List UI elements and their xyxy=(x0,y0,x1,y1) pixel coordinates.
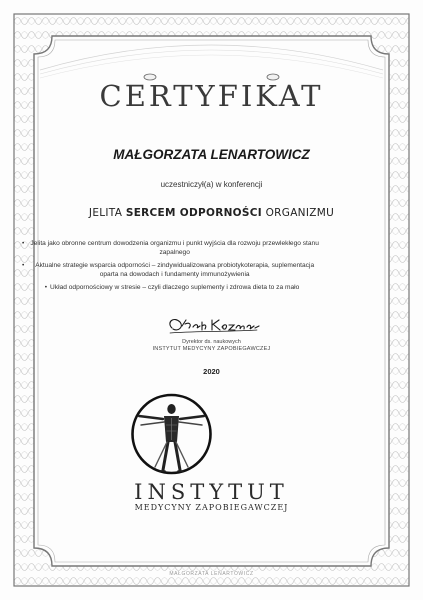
signer-title: Dyrektor ds. naukowych xyxy=(182,339,241,345)
bullet-dot-icon: • xyxy=(44,284,48,291)
institute-subtitle: MEDYCYNY ZAPOBIEGAWCZEJ xyxy=(134,503,289,512)
institute-name: INSTYTUT xyxy=(134,480,289,504)
certificate-title: CERTYFIKAT xyxy=(99,79,324,113)
certificate-year: 2020 xyxy=(203,367,220,376)
bullet-dot-icon: • xyxy=(22,262,25,269)
footer-microtext: MAŁGORZATA LENARTOWICZ xyxy=(169,571,254,577)
topic-text: Jelita jako obronne centrum dowodzenia organizmu i punkt wyjścia dla rozwoju przewlekłego stanu zapalnego xyxy=(30,240,319,256)
bullet-dot-icon: • xyxy=(22,240,25,247)
handwritten-signature xyxy=(162,312,262,338)
topic-item xyxy=(22,284,322,293)
topics-list xyxy=(22,240,322,298)
conference-title-bold: SERCEM ODPORNOŚCI xyxy=(125,207,262,219)
conference-title xyxy=(0,207,423,219)
topic-text: Aktualne strategie wsparcia odporności – zindywidualizowana probiotykoterapia, suplementacja oparta na dowodach i fundamenty immunożywienia xyxy=(35,262,315,278)
topic-item xyxy=(22,240,322,257)
conference-title-part1: JELITA xyxy=(88,207,126,219)
signer-institution: INSTYTUT MEDYCYNY ZAPOBIEGAWCZEJ xyxy=(152,346,271,352)
vitruvian-man-logo xyxy=(125,392,218,477)
conference-title-part3: ORGANIZMU xyxy=(261,207,335,219)
topic-item xyxy=(22,262,322,279)
signature-block xyxy=(0,312,423,338)
topic-text: Układ odpornościowy w stresie – czyli dlaczego suplementy i zdrowa dieta to za mało xyxy=(50,284,300,291)
participation-text: uczestniczył(a) w konferencji xyxy=(160,180,263,189)
recipient-name: MAŁGORZATA LENARTOWICZ xyxy=(113,147,310,162)
